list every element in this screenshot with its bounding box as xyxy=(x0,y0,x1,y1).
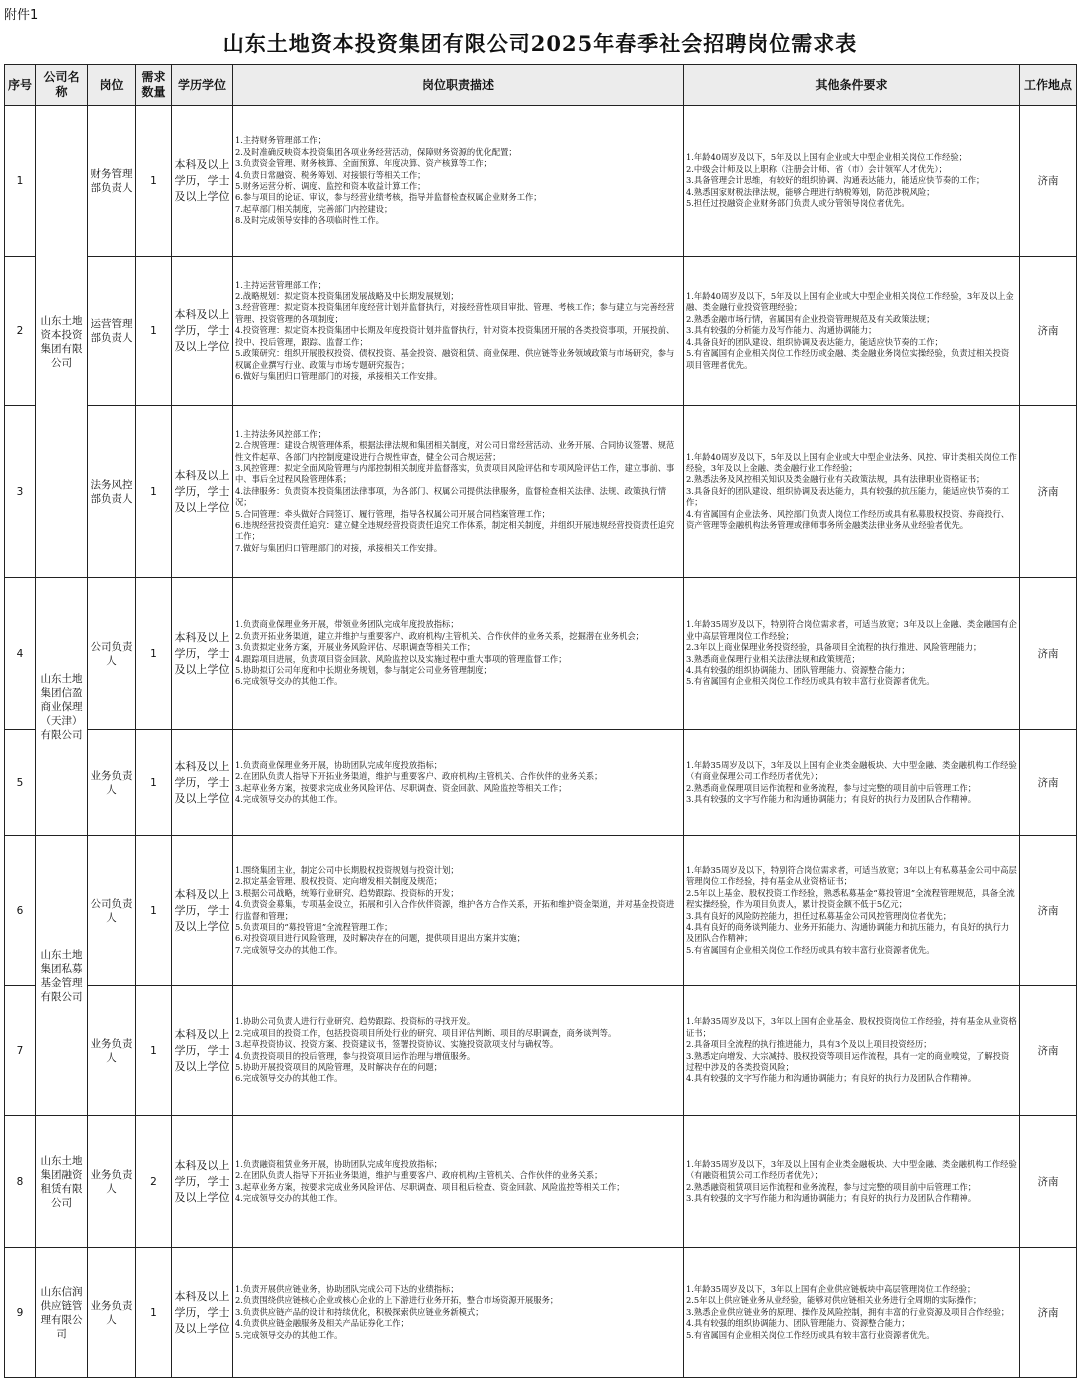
list-item: 2.熟悉法务及风控相关知识及类金融行业有关政策法规，具有法律职业资格证书； xyxy=(686,474,985,485)
list-item: 3.负责资金管理、财务核算、全面预算、年度决算、资产核算等工作； xyxy=(235,158,492,169)
list-item: 5.合同管理：牵头做好合同签订、履行管理，指导各权属公司开展合同档案管理工作； xyxy=(235,508,550,519)
list-item: 2.3年以上商业保理业务投资经验，具备项目全流程的执行推进、风险管理能力； xyxy=(686,642,982,653)
row-location: 济南 xyxy=(1020,406,1077,578)
list-item: 6.完成领导交办的其他工作。 xyxy=(235,676,343,687)
row-position: 公司负责人 xyxy=(88,578,136,730)
list-item: 4.具有良好的商务谈判能力、业务开拓能力、沟通协调能力和抗压能力，有良好的执行力及团队合作精神； xyxy=(686,921,1010,944)
row-no: 7 xyxy=(5,986,36,1116)
table-row xyxy=(5,257,1077,406)
list-item: 5.有省属国有企业相关岗位工作经历或具有较丰富行业资源者优先。 xyxy=(686,1329,935,1340)
company-name: 山东信润供应链管理有限公司 xyxy=(36,1248,88,1378)
list-lines xyxy=(235,280,681,383)
list-item: 5.协助拟订公司年度和中长期业务规划，参与制定公司业务管理制度； xyxy=(235,664,492,675)
header-company: 公司名称 xyxy=(36,65,88,106)
list-item: 2.在团队负责人指导下开拓业务渠道，维护与重要客户、政府机构/主管机关、合作伙伴的业务关系； xyxy=(235,771,603,782)
list-item: 6.对投资项目进行风险管理，及时解决存在的问题，提供项目退出方案并实施； xyxy=(235,933,526,944)
row-education: 本科及以上学历，学士及以上学位 xyxy=(172,1116,233,1248)
list-item: 5.担任过投融资企业财务部门负责人或分管领导岗位者优先。 xyxy=(686,198,910,209)
row-count: 1 xyxy=(136,730,172,836)
list-item: 3.熟悉定向增发、大宗减持、股权投资等项目运作流程，具有一定的商业嗅觉，了解投资过程中涉及的各类投资风险； xyxy=(686,1050,1010,1072)
header-duties: 岗位职责描述 xyxy=(233,65,684,106)
list-item: 1.围绕集团主业，制定公司中长期股权投资规划与投资计划； xyxy=(235,864,459,875)
list-item: 5.协助开展投资项目的风险管理，及时解决存在的问题； xyxy=(235,1061,443,1072)
list-lines xyxy=(686,1016,1017,1084)
list-item: 3.具有良好的风险防控能力，担任过私募基金公司风控管理岗位者优先； xyxy=(686,910,952,921)
list-item: 4.具备良好的团队建设、组织协调及表达能力，能适应快节奏的工作； xyxy=(686,336,943,347)
list-lines xyxy=(235,135,681,226)
list-item: 2.5年以上供应链业务从业经验，能够对供应链相关业务进行全周期的实际操作； xyxy=(686,1295,982,1306)
list-item: 1.主持运营管理部工作； xyxy=(235,279,326,290)
list-item: 5.负责项目的“募投管退”全流程管理工作； xyxy=(235,921,393,932)
row-requirements xyxy=(684,578,1020,730)
list-item: 4.负责资金募集，专项基金设立，拓展和引入合作伙伴资源，维护各方合作关系，开拓和维护资金渠道，并对基金投资进行监督和管理； xyxy=(235,899,675,921)
row-count: 1 xyxy=(136,1248,172,1378)
row-duties xyxy=(233,1116,684,1248)
table-row xyxy=(5,106,1077,257)
list-item: 7.做好与集团归口管理部门的对接，承接相关工作安排。 xyxy=(235,542,443,553)
row-no: 2 xyxy=(5,257,36,406)
list-lines xyxy=(235,1284,681,1341)
list-item: 2.5年以上基金、股权投资工作经验，熟悉私募基金“募投管退”全流程管理规范，具备全流程实操经验，作为项目负责人，累计投资金额不低于5亿元； xyxy=(686,887,1015,910)
list-item: 6.做好与集团归口管理部门的对接，承接相关工作安排。 xyxy=(235,370,443,381)
row-no: 5 xyxy=(5,730,36,836)
list-item: 4.具有较强的组织协调能力、团队管理能力、资源整合能力； xyxy=(686,1318,910,1329)
row-position: 业务负责人 xyxy=(88,1248,136,1378)
list-lines xyxy=(235,429,681,554)
row-no: 8 xyxy=(5,1116,36,1248)
list-item: 4.投资管理：拟定资本投资集团中长期及年度投资计划并监督执行，针对资本投资集团开展的各类投资事项，开展投前、投中、投后管理，跟踪、监督工作； xyxy=(235,325,675,347)
list-item: 2.熟悉金融市场行情，省属国有企业投资管理规范及有关政策法规； xyxy=(686,313,935,324)
list-item: 1.年龄35周岁及以下，特别符合岗位需求者，可适当放宽；3年及以上金融、类金融国有企业中高层管理岗位工作经验； xyxy=(686,619,1017,641)
list-item: 1.负责开展供应链业务，协助团队完成公司下达的业绩指标； xyxy=(235,1283,459,1294)
list-item: 3.具备管理会计思维，有较好的组织协调、沟通表达能力，能适应快节奏的工作； xyxy=(686,175,985,186)
row-location: 济南 xyxy=(1020,1116,1077,1248)
row-requirements xyxy=(684,406,1020,578)
list-item: 1.年龄35周岁及以下，3年及以上国有企业类金融板块、大中型金融、类金融机构工作经验（有融资租赁公司工作经历者优先）； xyxy=(686,1158,1017,1181)
row-count: 2 xyxy=(136,1116,172,1248)
list-item: 2.熟悉融资租赁项目运作流程和业务流程，参与过完整的项目前中后管理工作； xyxy=(686,1181,977,1192)
list-item: 3.起草投资协议、投资方案、投资建议书，签署投资协议、实施投资款项支付与确权等。 xyxy=(235,1039,559,1050)
page-title: 山东土地资本投资集团有限公司2025年春季社会招聘岗位需求表 xyxy=(222,31,858,56)
list-item: 1.年龄40周岁及以下，5年及以上国有企业或大中型企业法务、风控、审计类相关岗位工作经验，3年及以上金融、类金融行业工作经验； xyxy=(686,451,1017,473)
list-item: 4.负责投资项目的投后管理，参与投资项目运作治理与增值服务。 xyxy=(235,1050,476,1061)
row-location: 济南 xyxy=(1020,106,1077,257)
header-location: 工作地点 xyxy=(1020,65,1077,106)
list-item: 4.具有较强的组织协调能力、团队管理能力、资源整合能力； xyxy=(686,664,910,675)
row-requirements xyxy=(684,257,1020,406)
row-requirements xyxy=(684,1116,1020,1248)
row-education: 本科及以上学历，学士及以上学位 xyxy=(172,836,233,986)
list-item: 1.主持财务管理部工作； xyxy=(235,135,326,146)
list-item: 3.熟悉企业供应链业务的原理、操作及风险控制，拥有丰富的行业资源及项目合作经验； xyxy=(686,1306,1010,1317)
company-name: 山东土地集团信盈商业保理（天津）有限公司 xyxy=(36,578,88,836)
row-requirements xyxy=(684,836,1020,986)
row-education: 本科及以上学历，学士及以上学位 xyxy=(172,986,233,1116)
row-education: 本科及以上学历，学士及以上学位 xyxy=(172,1248,233,1378)
company-name: 山东土地集团融资租赁有限公司 xyxy=(36,1116,88,1248)
list-lines xyxy=(686,452,1017,532)
list-item: 5.有省属国有企业相关岗位工作经历或具有较丰富行业资源者优先。 xyxy=(686,676,935,687)
row-count: 1 xyxy=(136,106,172,257)
list-item: 2.具备项目全流程的执行推进能力，具有3个及以上项目投资经历； xyxy=(686,1039,932,1050)
row-duties xyxy=(233,106,684,257)
row-position: 业务负责人 xyxy=(88,730,136,836)
list-item: 1.年龄40周岁及以下，5年及以上国有企业或大中型企业相关岗位工作经验； xyxy=(686,152,967,163)
list-lines xyxy=(686,1284,1017,1341)
row-count: 1 xyxy=(136,406,172,578)
list-lines xyxy=(686,619,1017,687)
row-education: 本科及以上学历，学士及以上学位 xyxy=(172,257,233,406)
header-row xyxy=(5,65,1077,106)
list-lines xyxy=(686,1159,1017,1205)
row-no: 1 xyxy=(5,106,36,257)
list-lines xyxy=(235,619,681,687)
row-duties xyxy=(233,730,684,836)
list-item: 5.有省属国有企业相关岗位工作经历或金融、类金融业务岗位实操经验，负责过相关投资项目管理者优先。 xyxy=(686,348,1010,370)
list-item: 1.年龄40周岁及以下，5年及以上国有企业或大中型企业相关岗位工作经验，3年及以上金融、类金融行业投资管理经验； xyxy=(686,291,1014,313)
row-duties xyxy=(233,257,684,406)
row-position: 业务负责人 xyxy=(88,1116,136,1248)
list-item: 4.有省属国有企业法务、风控部门负责人岗位工作经历或具有私募股权投资、券商投行、资产管理等金融机构法务管理或律师事务所金融类法律业务从业经验者优先。 xyxy=(686,508,1010,531)
list-item: 4.法律服务：负责资本投资集团法律事项，为各部门、权属公司提供法律服务，监督检查相关法律、法规、政策执行情况； xyxy=(235,485,667,508)
row-requirements xyxy=(684,106,1020,257)
list-item: 4.跟踪项目进展，负责项目资金回款、风险监控以及实施过程中重大事项的管理监督工作； xyxy=(235,653,567,664)
list-item: 8.及时完成领导安排的各项临时性工作。 xyxy=(235,215,384,226)
row-no: 9 xyxy=(5,1248,36,1378)
list-item: 5.有省属国有企业相关岗位工作经历或具有较丰富行业资源者优先。 xyxy=(686,944,935,955)
list-item: 3.经营管理：拟定资本投资集团年度经营计划并监督执行，对接经营性项目审批、管理、考核工作；参与建立与完善经营管理、投资管理的各项制度； xyxy=(235,302,675,324)
list-lines xyxy=(235,1159,681,1205)
list-item: 1.主持法务风控部工作； xyxy=(235,428,326,439)
header-no: 序号 xyxy=(5,65,36,106)
row-location: 济南 xyxy=(1020,730,1077,836)
list-item: 3.根据公司战略，统筹行业研究、趋势跟踪、投资标的开发； xyxy=(235,887,459,898)
row-duties xyxy=(233,1248,684,1378)
list-item: 1.年龄35周岁及以下，3年及以上国有企业类金融板块、大中型金融、类金融机构工作经验（有商业保理公司工作经历者优先）； xyxy=(686,759,1017,782)
header-education: 学历学位 xyxy=(172,65,233,106)
list-item: 2.熟悉商业保理项目运作流程和业务流程，参与过完整的项目前中后管理工作； xyxy=(686,782,977,793)
row-duties xyxy=(233,406,684,578)
list-item: 1.年龄35周岁及以下，3年以上国有企业供应链板块中高层管理岗位工作经验； xyxy=(686,1283,976,1294)
list-item: 4.完成领导交办的其他工作。 xyxy=(235,1192,343,1203)
row-no: 4 xyxy=(5,578,36,730)
list-item: 4.熟悉国家财税法律法规，能够合理进行纳税筹划，防范涉税风险； xyxy=(686,186,935,197)
list-item: 3.具有较强的文字写作能力和沟通协调能力；有良好的执行力及团队合作精神。 xyxy=(686,793,977,804)
row-requirements xyxy=(684,986,1020,1116)
list-item: 4.完成领导交办的其他工作。 xyxy=(235,793,343,804)
row-duties xyxy=(233,986,684,1116)
list-item: 5.政策研究：组织开展股权投资、债权投资、基金投资、融资租赁、商业保理、供应链等业务领域政策与市场研究，参与权属企业撰写行业、政策与市场专题研究报告； xyxy=(235,348,675,370)
company-name: 山东土地集团私募基金管理有限公司 xyxy=(36,836,88,1116)
row-education: 本科及以上学历，学士及以上学位 xyxy=(172,730,233,836)
header-requirements: 其他条件要求 xyxy=(684,65,1020,106)
list-item: 3.负责拟定业务方案，开展业务风险评估、尽职调查等相关工作； xyxy=(235,642,476,653)
list-item: 3.风控管理：拟定全面风险管理与内部控制相关制度并监督落实，负责项目风险评估和专项风险评估工作，建立事前、事中、事后全过程风险管理体系； xyxy=(235,462,675,485)
list-lines xyxy=(235,760,681,806)
list-item: 4.负责供应链金融服务及相关产品证券化工作； xyxy=(235,1318,409,1329)
table-row xyxy=(5,1116,1077,1248)
list-item: 1.负责商业保理业务开展，带领业务团队完成年度投放指标； xyxy=(235,619,459,630)
table-row xyxy=(5,578,1077,730)
row-location: 济南 xyxy=(1020,1248,1077,1378)
row-no: 6 xyxy=(5,836,36,986)
list-item: 2.中级会计师及以上职称（注册会计师、省（市）会计领军人才优先）； xyxy=(686,163,947,174)
row-position: 公司负责人 xyxy=(88,836,136,986)
row-position: 业务负责人 xyxy=(88,986,136,1116)
list-lines xyxy=(235,1016,681,1084)
list-item: 3.熟悉商业保理行业相关法律法规和政策规范； xyxy=(686,653,860,664)
list-lines xyxy=(235,865,681,956)
list-item: 2.在团队负责人指导下开拓业务渠道，维护与重要客户、政府机构/主管机关、合作伙伴的业务关系； xyxy=(235,1170,603,1181)
list-item: 1.协助公司负责人进行行业研究、趋势跟踪、投资标的寻找开发。 xyxy=(235,1016,476,1027)
recruitment-table xyxy=(4,64,1077,1378)
row-count: 1 xyxy=(136,578,172,730)
row-location: 济南 xyxy=(1020,986,1077,1116)
list-item: 3.负责供应链产品的设计和持续优化，积极探索供应链业务新模式； xyxy=(235,1306,484,1317)
row-no: 3 xyxy=(5,406,36,578)
row-count: 1 xyxy=(136,986,172,1116)
list-lines xyxy=(686,152,1017,209)
list-item: 4.负责日常融资、税务筹划、对接银行等相关工作； xyxy=(235,169,426,180)
header-position: 岗位 xyxy=(88,65,136,106)
list-item: 6.完成领导交办的其他工作。 xyxy=(235,1073,343,1084)
row-position: 财务管理部负责人 xyxy=(88,106,136,257)
list-item: 6.参与项目的论证、审议，参与经营业绩考核，指导并监督检查权属企业财务工作； xyxy=(235,192,542,203)
row-duties xyxy=(233,836,684,986)
list-item: 2.负责围绕供应链核心企业或核心企业的上下游进行业务开拓，整合市场资源开展服务； xyxy=(235,1295,559,1306)
table-row xyxy=(5,730,1077,836)
row-position: 运营管理部负责人 xyxy=(88,257,136,406)
list-item: 1.年龄35周岁及以下，3年以上国有企业基金、股权投资岗位工作经验，持有基金从业资格证书； xyxy=(686,1016,1017,1038)
row-education: 本科及以上学历，学士及以上学位 xyxy=(172,578,233,730)
company-name: 山东土地资本投资集团有限公司 xyxy=(36,106,88,578)
list-item: 1.年龄35周岁及以下，特别符合岗位需求者，可适当放宽；3年以上有私募基金公司中高层管理岗位工作经验，持有基金从业资格证书； xyxy=(686,864,1017,887)
list-item: 3.起草业务方案，按要求完成业务风险评估、尽职调查、项目租后检查、资金回款、风险监控等相关工作； xyxy=(235,1181,625,1192)
row-position: 法务风控部负责人 xyxy=(88,406,136,578)
list-item: 2.完成项目的投资工作，包括投资项目所处行业的研究、项目评估判断、项目的尽职调查，商务谈判等。 xyxy=(235,1027,617,1038)
annex-label: 附件1 xyxy=(4,8,39,23)
row-location: 济南 xyxy=(1020,257,1077,406)
row-count: 1 xyxy=(136,836,172,986)
list-item: 1.负责商业保理业务开展，协助团队完成年度投放指标； xyxy=(235,759,443,770)
list-item: 2.拟定基金管理、股权投资、定向增发相关制度及规范； xyxy=(235,876,443,887)
list-item: 4.具有较强的文字写作能力和沟通协调能力；有良好的执行力及团队合作精神。 xyxy=(686,1073,977,1084)
table-row xyxy=(5,1248,1077,1378)
row-education: 本科及以上学历，学士及以上学位 xyxy=(172,406,233,578)
row-count: 1 xyxy=(136,257,172,406)
row-location: 济南 xyxy=(1020,578,1077,730)
list-item: 3.起草业务方案，按要求完成业务风险评估、尽职调查、资金回款、风险监控等相关工作； xyxy=(235,782,567,793)
list-item: 3.具有较强的分析能力及写作能力、沟通协调能力； xyxy=(686,325,877,336)
list-item: 7.完成领导交办的其他工作。 xyxy=(235,944,343,955)
list-lines xyxy=(686,865,1017,956)
list-item: 2.及时准确反映资本投资集团各项业务经营活动，保障财务资源的优化配置； xyxy=(235,146,517,157)
table-row xyxy=(5,836,1077,986)
list-lines xyxy=(686,760,1017,806)
row-requirements xyxy=(684,1248,1020,1378)
list-item: 2.负责开拓业务渠道，建立并维护与重要客户、政府机构/主管机关、合作伙伴的业务关系，挖掘潜在业务机会； xyxy=(235,630,644,641)
list-lines xyxy=(686,291,1017,371)
list-item: 6.违规经营投资责任追究：建立健全违规经营投资责任追究工作体系，制定相关制度，并组织开展违规经营投资责任追究工作； xyxy=(235,520,675,542)
row-duties xyxy=(233,578,684,730)
list-item: 7.起草部门相关制度，完善部门内控建设； xyxy=(235,203,393,214)
header-count: 需求数量 xyxy=(136,65,172,106)
row-education: 本科及以上学历，学士及以上学位 xyxy=(172,106,233,257)
list-item: 2.战略规划：拟定资本投资集团发展战略及中长期发展规划； xyxy=(235,291,459,302)
list-item: 5.财务运营分析、调度、监控和资本收益计算工作； xyxy=(235,181,426,191)
row-requirements xyxy=(684,730,1020,836)
list-item: 3.具备良好的团队建设、组织协调及表达能力，具有较强的抗压能力，能适应快节奏的工作； xyxy=(686,485,1010,508)
table-row xyxy=(5,986,1077,1116)
list-item: 5.完成领导交办的其他工作。 xyxy=(235,1329,343,1340)
list-item: 2.合规管理：建设合规管理体系，根据法律法规和集团相关制度，对公司日常经营活动、业务开展、合同协议签署、规范性文件起草、各部门内控制度建设进行合规性审查，健全公司合规运营； xyxy=(235,440,675,462)
table-row xyxy=(5,406,1077,578)
list-item: 1.负责融资租赁业务开展，协助团队完成年度投放指标； xyxy=(235,1158,443,1169)
list-item: 3.具有较强的文字写作能力和沟通协调能力；有良好的执行力及团队合作精神。 xyxy=(686,1192,977,1203)
row-location: 济南 xyxy=(1020,836,1077,986)
